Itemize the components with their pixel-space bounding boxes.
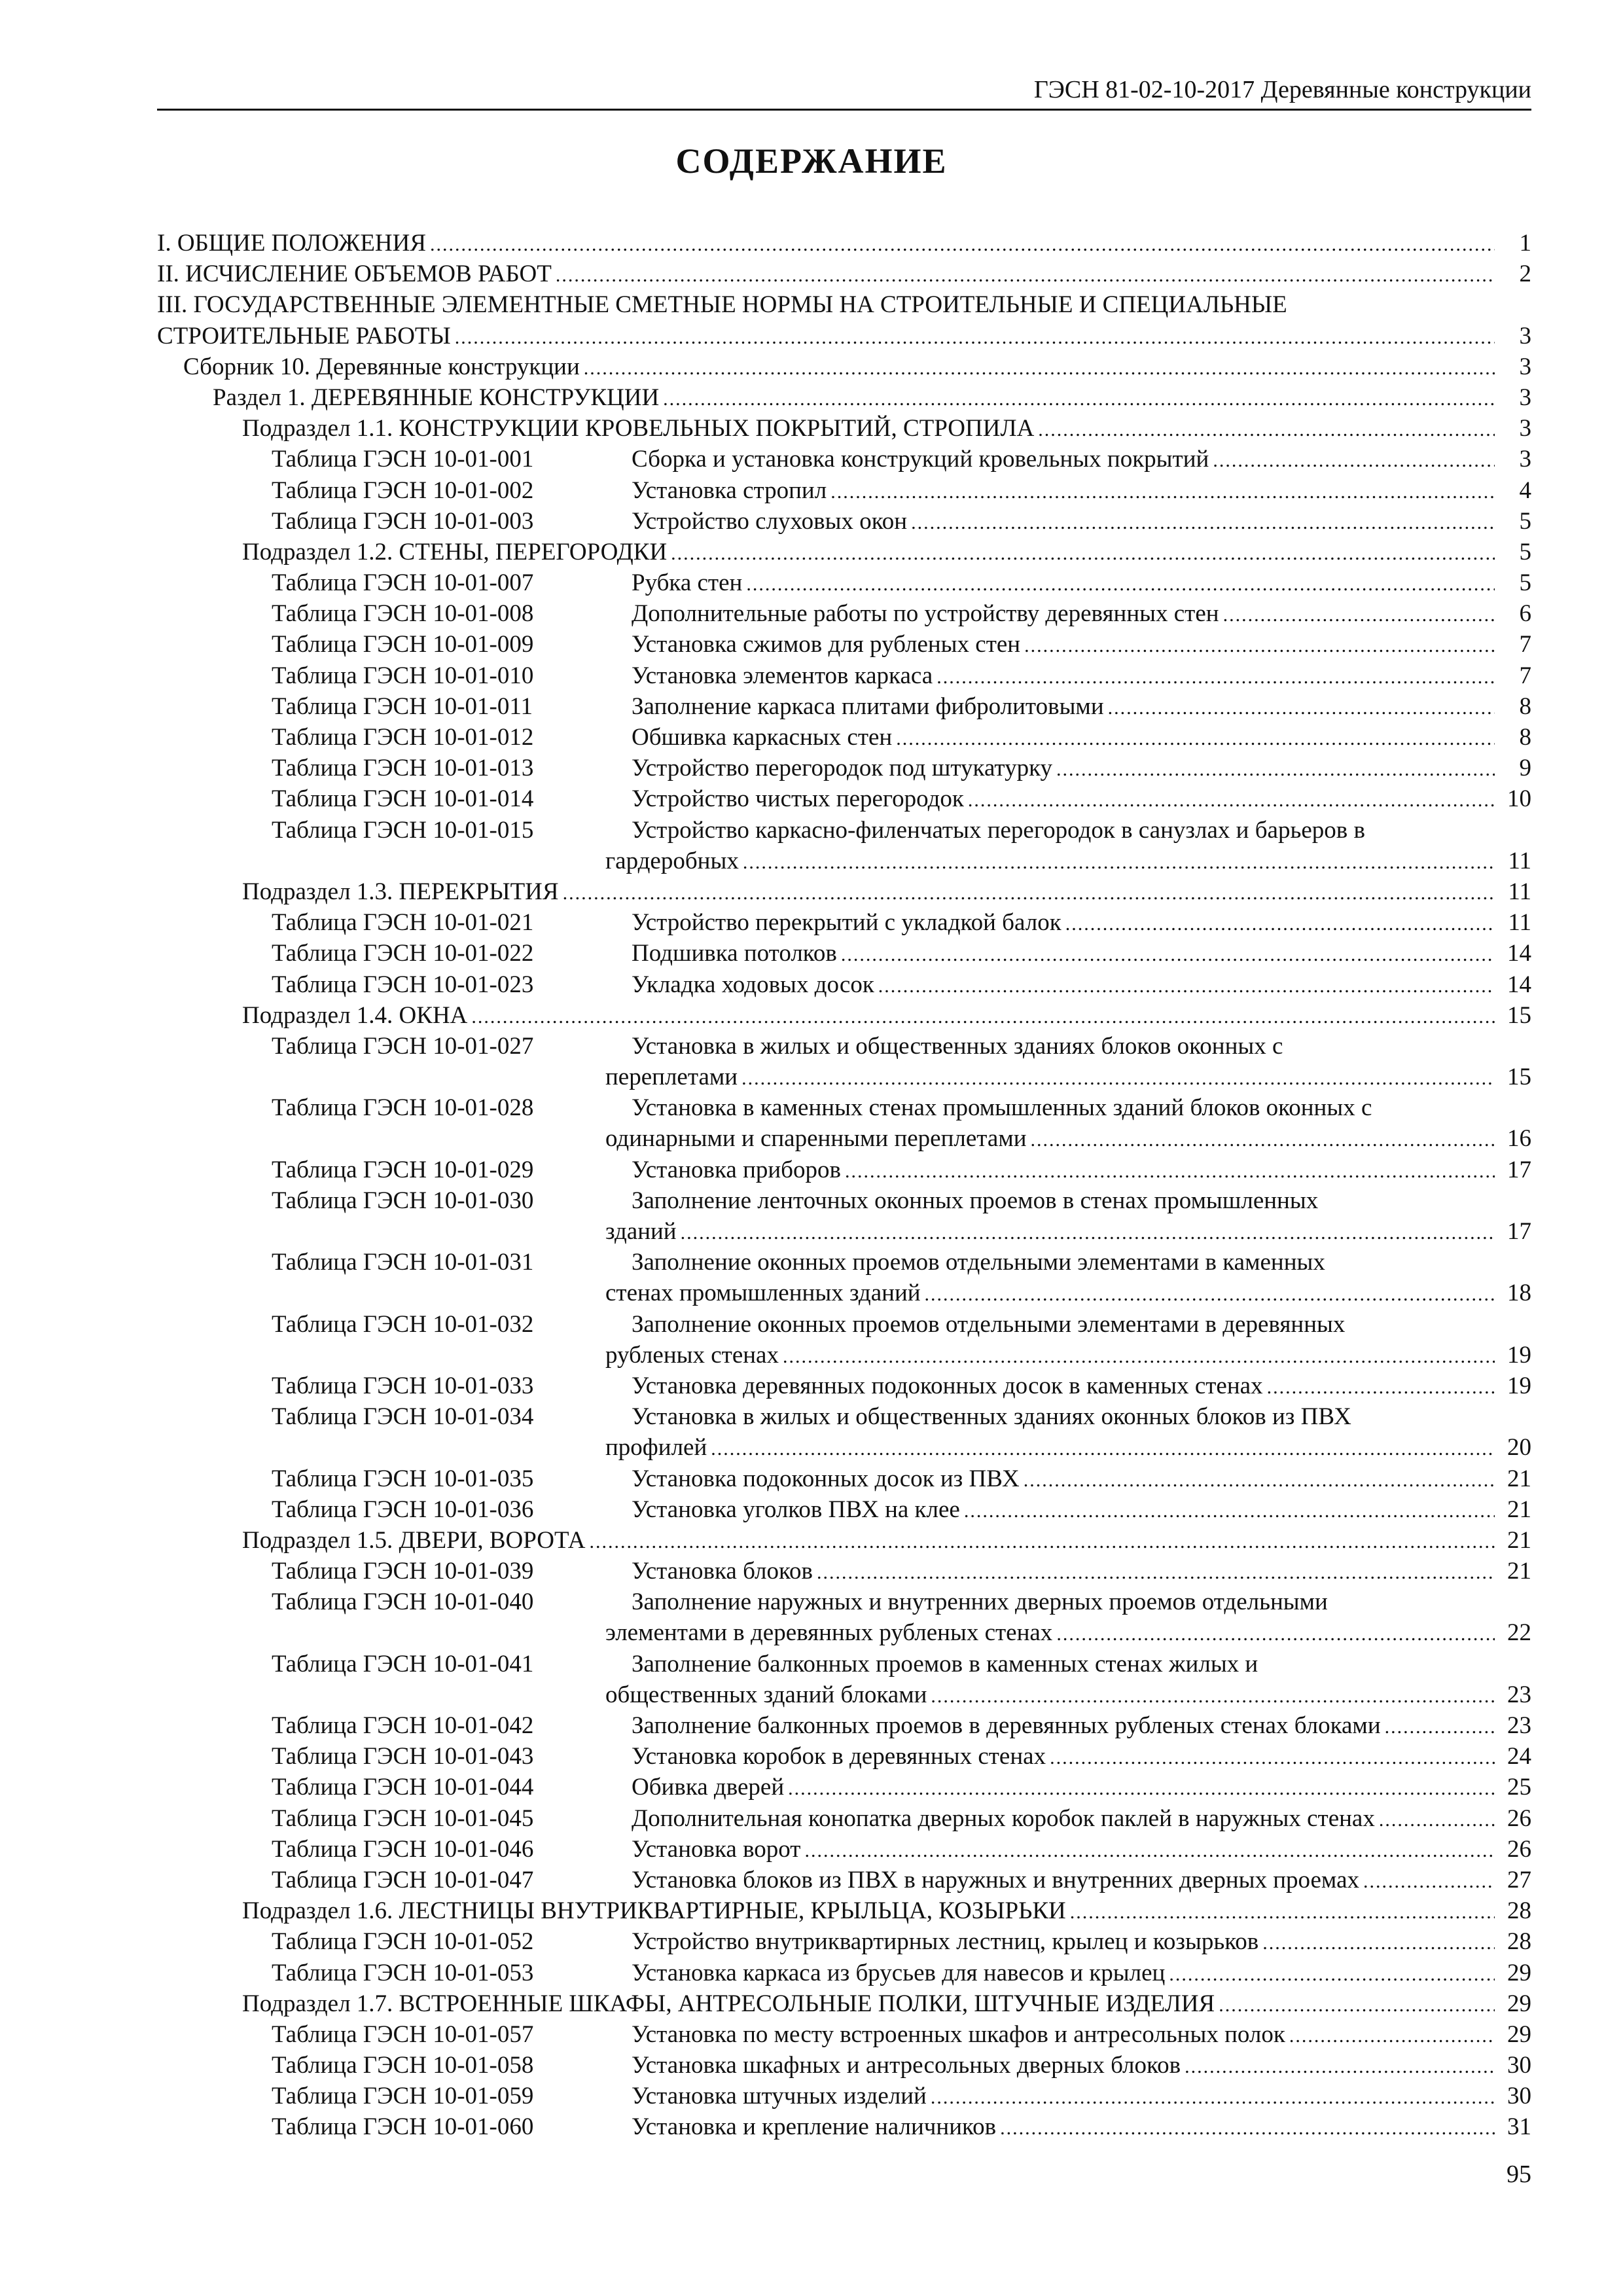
toc-entry-title: Установка приборов xyxy=(632,1156,841,1183)
toc-entry-title: Устройство перегородок под штукатурку xyxy=(632,755,1053,782)
toc-entry-title: Раздел 1. ДЕРЕВЯННЫЕ КОНСТРУКЦИИ xyxy=(213,384,660,411)
toc-entry-title: Обшивка каркасных стен xyxy=(632,724,893,751)
toc-entry[interactable] xyxy=(157,1155,1531,1185)
toc-entry[interactable] xyxy=(157,1092,1531,1123)
toc-entry[interactable] xyxy=(157,1371,1531,1401)
toc-entry-title: Укладка ходовых досок xyxy=(632,971,874,998)
toc-entry[interactable] xyxy=(157,1216,1531,1247)
toc-entry-title: Установка ворот xyxy=(632,1835,801,1863)
toc-dot-leader xyxy=(743,847,1495,876)
toc-entry-title: Заполнение оконных проемов отдельными элементами в деревянных xyxy=(632,1310,1346,1338)
toc-entry-code: Таблица ГЭСН 10-01-002 xyxy=(272,476,534,504)
toc-entry-title: Заполнение каркаса плитами фибролитовыми xyxy=(632,692,1104,720)
toc-dot-leader xyxy=(936,662,1495,691)
toc-entry[interactable] xyxy=(157,1834,1531,1865)
toc-dot-leader xyxy=(841,939,1495,969)
toc-entry-page-number: 19 xyxy=(1507,1372,1531,1399)
toc-entry-page-number: 27 xyxy=(1507,1866,1531,1893)
toc-entry-code: Таблица ГЭСН 10-01-011 xyxy=(272,692,533,720)
toc-entry-code: Таблица ГЭСН 10-01-042 xyxy=(272,1712,534,1739)
toc-dot-leader xyxy=(1363,1866,1495,1895)
toc-entry-code: Таблица ГЭСН 10-01-046 xyxy=(272,1835,534,1863)
toc-entry-page-number: 2 xyxy=(1519,260,1531,288)
toc-entry-title: Установка и крепление наличников xyxy=(632,2113,997,2141)
toc-entry-page-number: 28 xyxy=(1507,1928,1531,1956)
toc-entry[interactable] xyxy=(157,475,1531,506)
toc-entry-page-number: 18 xyxy=(1507,1280,1531,1307)
toc-entry-page-number: 28 xyxy=(1507,1897,1531,1925)
toc-entry-page-number: 11 xyxy=(1508,847,1531,874)
toc-entry-title: элементами в деревянных рубленых стенах xyxy=(605,1619,1053,1647)
toc-dot-leader xyxy=(1038,414,1495,444)
toc-entry[interactable] xyxy=(157,259,1531,289)
toc-entry[interactable] xyxy=(157,1803,1531,1834)
toc-entry-code: Таблица ГЭСН 10-01-023 xyxy=(272,971,534,998)
toc-dot-leader xyxy=(830,476,1495,506)
toc-entry-code: Таблица ГЭСН 10-01-034 xyxy=(272,1403,534,1431)
toc-entry[interactable] xyxy=(157,537,1531,567)
toc-entry[interactable] xyxy=(157,969,1531,1000)
toc-entry-title: Подраздел 1.7. ВСТРОЕННЫЕ ШКАФЫ, АНТРЕСОЛЬНЫЕ ПОЛКИ, ШТУЧНЫЕ ИЗДЕЛИЯ xyxy=(242,1990,1215,2017)
toc-entry-page-number: 3 xyxy=(1519,415,1531,442)
toc-entry[interactable] xyxy=(157,1278,1531,1308)
toc-entry-page-number: 16 xyxy=(1507,1125,1531,1153)
toc-entry-page-number: 26 xyxy=(1507,1804,1531,1832)
toc-entry-page-number: 15 xyxy=(1507,1064,1531,1091)
toc-dot-leader xyxy=(1185,2051,1495,2081)
toc-entry-title: Установка блоков xyxy=(632,1558,813,1585)
toc-dot-leader xyxy=(681,1217,1495,1247)
toc-dot-leader xyxy=(584,353,1495,382)
toc-entry-code: Таблица ГЭСН 10-01-043 xyxy=(272,1743,534,1770)
toc-entry-title: Подраздел 1.4. ОКНА xyxy=(242,1001,468,1029)
toc-entry-code: Таблица ГЭСН 10-01-012 xyxy=(272,724,534,751)
toc-dot-leader xyxy=(925,1279,1495,1308)
toc-entry-title: одинарными и спаренными переплетами xyxy=(605,1125,1027,1153)
toc-dot-leader xyxy=(931,1681,1495,1710)
toc-entry-code: Таблица ГЭСН 10-01-010 xyxy=(272,662,534,689)
toc-entry[interactable] xyxy=(157,1340,1531,1371)
toc-entry-page-number: 3 xyxy=(1519,384,1531,411)
toc-entry[interactable] xyxy=(157,846,1531,876)
toc-dot-leader xyxy=(1056,754,1495,783)
toc-entry-title: Устройство чистых перегородок xyxy=(632,785,964,813)
running-header: ГЭСН 81-02-10-2017 Деревянные конструкции xyxy=(1033,76,1531,103)
toc-dot-leader xyxy=(1024,1465,1495,1494)
toc-entry-title: Устройство внутриквартирных лестниц, крылец и козырьков xyxy=(632,1928,1259,1956)
toc-dot-leader xyxy=(817,1557,1495,1587)
toc-entry-code: Таблица ГЭСН 10-01-060 xyxy=(272,2113,534,2141)
toc-entry-title: Установка штучных изделий xyxy=(632,2083,927,2110)
toc-dot-leader xyxy=(968,785,1495,814)
toc-entry-title: Обивка дверей xyxy=(632,1774,785,1801)
toc-entry-title: Установка стропил xyxy=(632,476,827,504)
toc-entry-code: Таблица ГЭСН 10-01-052 xyxy=(272,1928,534,1956)
toc-dot-leader xyxy=(455,322,1495,351)
toc-entry[interactable] xyxy=(157,2111,1531,2142)
toc-entry-code: Таблица ГЭСН 10-01-053 xyxy=(272,1959,534,1986)
toc-entry-title: Подраздел 1.1. КОНСТРУКЦИИ КРОВЕЛЬНЫХ ПОКРЫТИЙ, СТРОПИЛА xyxy=(242,415,1035,442)
toc-entry-page-number: 23 xyxy=(1507,1712,1531,1739)
toc-dot-leader xyxy=(746,569,1495,598)
toc-dot-leader xyxy=(471,1001,1495,1031)
toc-entry-title: Дополнительная конопатка дверных коробок паклей в наружных стенах xyxy=(632,1804,1375,1832)
toc-entry-page-number: 5 xyxy=(1519,507,1531,535)
toc-entry-code: Таблица ГЭСН 10-01-035 xyxy=(272,1465,534,1492)
toc-entry-page-number: 26 xyxy=(1507,1835,1531,1863)
toc-entry-page-number: 31 xyxy=(1507,2113,1531,2141)
toc-entry-code: Таблица ГЭСН 10-01-003 xyxy=(272,507,534,535)
toc-entry[interactable] xyxy=(157,1556,1531,1587)
toc-dot-leader xyxy=(1223,600,1495,629)
toc-entry-title: Установка элементов каркаса xyxy=(632,662,933,689)
table-of-contents xyxy=(157,228,1531,2143)
toc-entry-code: Таблица ГЭСН 10-01-041 xyxy=(272,1650,534,1677)
toc-dot-leader xyxy=(896,723,1495,753)
toc-entry[interactable] xyxy=(157,1617,1531,1648)
toc-entry[interactable] xyxy=(157,1958,1531,1988)
toc-entry-code: Таблица ГЭСН 10-01-059 xyxy=(272,2083,534,2110)
toc-dot-leader xyxy=(1108,692,1495,722)
toc-entry-code: Таблица ГЭСН 10-01-013 xyxy=(272,755,534,782)
toc-entry[interactable] xyxy=(157,1309,1531,1340)
toc-entry-title: Заполнение наружных и внутренних дверных проемов отдельными xyxy=(632,1588,1328,1616)
toc-entry-page-number: 30 xyxy=(1507,2083,1531,2110)
toc-entry[interactable] xyxy=(157,1988,1531,2019)
toc-dot-leader xyxy=(911,507,1495,537)
toc-entry[interactable] xyxy=(157,1494,1531,1525)
toc-entry[interactable] xyxy=(157,1463,1531,1494)
toc-entry-code: Таблица ГЭСН 10-01-045 xyxy=(272,1804,534,1832)
toc-entry[interactable] xyxy=(157,2019,1531,2050)
toc-entry[interactable] xyxy=(157,1772,1531,1803)
toc-entry-page-number: 6 xyxy=(1519,600,1531,628)
toc-entry[interactable] xyxy=(157,1710,1531,1741)
toc-entry[interactable] xyxy=(157,444,1531,475)
toc-entry-title: III. ГОСУДАРСТВЕННЫЕ ЭЛЕМЕНТНЫЕ СМЕТНЫЕ НОРМЫ НА СТРОИТЕЛЬНЫЕ И СПЕЦИАЛЬНЫЕ xyxy=(157,291,1287,319)
toc-entry-title: Установка коробок в деревянных стенах xyxy=(632,1743,1046,1770)
toc-entry-page-number: 21 xyxy=(1507,1558,1531,1585)
toc-entry-page-number: 24 xyxy=(1507,1743,1531,1770)
toc-entry[interactable] xyxy=(157,567,1531,598)
toc-entry[interactable] xyxy=(157,1185,1531,1216)
toc-entry-page-number: 29 xyxy=(1507,1959,1531,1986)
toc-entry-title: Заполнение балконных проемов в деревянных рубленых стенах блоками xyxy=(632,1712,1381,1739)
toc-dot-leader xyxy=(430,229,1495,259)
toc-dot-leader xyxy=(1379,1804,1495,1834)
toc-entry-code: Таблица ГЭСН 10-01-027 xyxy=(272,1032,534,1060)
toc-dot-leader xyxy=(783,1341,1495,1371)
toc-entry-title: стенах промышленных зданий xyxy=(605,1280,921,1307)
toc-dot-leader xyxy=(711,1433,1495,1463)
toc-entry[interactable] xyxy=(157,1926,1531,1957)
toc-entry-title: Установка каркаса из брусьев для навесов и крылец xyxy=(632,1959,1166,1986)
toc-entry-title: I. ОБЩИЕ ПОЛОЖЕНИЯ xyxy=(157,230,427,257)
toc-entry-code: Таблица ГЭСН 10-01-057 xyxy=(272,2020,534,2048)
toc-entry[interactable] xyxy=(157,1895,1531,1926)
toc-entry[interactable] xyxy=(157,382,1531,413)
toc-entry[interactable] xyxy=(157,1679,1531,1710)
toc-entry[interactable] xyxy=(157,1062,1531,1092)
toc-entry-page-number: 11 xyxy=(1508,878,1531,905)
toc-entry[interactable] xyxy=(157,1247,1531,1278)
toc-entry-title: Установка уголков ПВХ на клее xyxy=(632,1496,960,1523)
toc-entry-page-number: 17 xyxy=(1507,1218,1531,1245)
toc-entry-title: Установка в жилых и общественных зданиях блоков оконных с xyxy=(632,1032,1283,1060)
toc-entry-page-number: 4 xyxy=(1519,476,1531,504)
toc-dot-leader xyxy=(804,1835,1495,1865)
toc-entry[interactable] xyxy=(157,1525,1531,1556)
page-title: СОДЕРЖАНИЕ xyxy=(675,141,948,181)
toc-entry-title: Установка подоконных досок из ПВХ xyxy=(632,1465,1020,1492)
toc-entry-page-number: 29 xyxy=(1507,1990,1531,2017)
toc-entry[interactable] xyxy=(157,1031,1531,1062)
toc-entry-title: Установка в жилых и общественных зданиях оконных блоков из ПВХ xyxy=(632,1403,1351,1431)
toc-entry[interactable] xyxy=(157,815,1531,846)
toc-entry-title: Сборник 10. Деревянные конструкции xyxy=(183,353,580,380)
toc-entry-page-number: 19 xyxy=(1507,1341,1531,1369)
toc-entry-title: зданий xyxy=(605,1218,677,1245)
toc-dot-leader xyxy=(1385,1712,1495,1741)
toc-entry-title: Подшивка потолков xyxy=(632,940,837,967)
toc-entry-title: Установка блоков из ПВХ в наружных и внутренних дверных проемах xyxy=(632,1866,1360,1893)
toc-dot-leader xyxy=(590,1526,1495,1556)
toc-entry[interactable] xyxy=(157,506,1531,537)
toc-entry-code: Таблица ГЭСН 10-01-058 xyxy=(272,2052,534,2079)
toc-entry-code: Таблица ГЭСН 10-01-015 xyxy=(272,816,534,844)
toc-entry-page-number: 7 xyxy=(1519,662,1531,689)
toc-entry-page-number: 14 xyxy=(1507,971,1531,998)
toc-entry-code: Таблица ГЭСН 10-01-028 xyxy=(272,1094,534,1122)
toc-entry-title: гардеробных xyxy=(605,847,739,874)
toc-entry-code: Таблица ГЭСН 10-01-009 xyxy=(272,631,534,658)
toc-entry-page-number: 10 xyxy=(1507,785,1531,813)
toc-entry-page-number: 3 xyxy=(1519,353,1531,380)
toc-entry-code: Таблица ГЭСН 10-01-036 xyxy=(272,1496,534,1523)
toc-entry-page-number: 21 xyxy=(1507,1465,1531,1492)
toc-dot-leader xyxy=(663,384,1495,413)
toc-dot-leader xyxy=(1031,1124,1495,1154)
toc-entry-code: Таблица ГЭСН 10-01-008 xyxy=(272,600,534,628)
toc-entry-code: Таблица ГЭСН 10-01-033 xyxy=(272,1372,534,1399)
toc-entry[interactable] xyxy=(157,783,1531,814)
toc-dot-leader xyxy=(845,1156,1495,1185)
toc-entry[interactable] xyxy=(157,1000,1531,1031)
toc-entry[interactable] xyxy=(157,660,1531,691)
toc-entry[interactable] xyxy=(157,598,1531,629)
toc-entry-title: Дополнительные работы по устройству деревянных стен xyxy=(632,600,1219,628)
toc-entry-page-number: 14 xyxy=(1507,940,1531,967)
toc-entry-title: Заполнение ленточных оконных проемов в стенах промышленных xyxy=(632,1187,1319,1214)
toc-entry[interactable] xyxy=(157,321,1531,351)
toc-entry-page-number: 5 xyxy=(1519,538,1531,565)
toc-dot-leader xyxy=(1213,445,1495,475)
toc-entry-title: Заполнение балконных проемов в каменных стенах жилых и xyxy=(632,1650,1258,1677)
toc-entry-title: Устройство слуховых окон xyxy=(632,507,908,535)
toc-entry-title: Установка сжимов для рубленых стен xyxy=(632,631,1021,658)
toc-dot-leader xyxy=(1050,1742,1495,1772)
toc-entry-title: Устройство каркасно-филенчатых перегородок в санузлах и барьеров в xyxy=(632,816,1365,844)
toc-dot-leader xyxy=(556,260,1495,289)
toc-entry-title: Установка деревянных подоконных досок в каменных стенах xyxy=(632,1372,1263,1399)
toc-entry[interactable] xyxy=(157,1123,1531,1154)
toc-entry-code: Таблица ГЭСН 10-01-032 xyxy=(272,1310,534,1338)
toc-entry[interactable] xyxy=(157,753,1531,783)
toc-entry-title: Заполнение оконных проемов отдельными элементами в каменных xyxy=(632,1249,1325,1276)
toc-entry-code: Таблица ГЭСН 10-01-001 xyxy=(272,446,534,473)
toc-dot-leader xyxy=(1262,1928,1495,1957)
toc-entry-page-number: 21 xyxy=(1507,1526,1531,1554)
toc-entry[interactable] xyxy=(157,876,1531,907)
toc-entry-code: Таблица ГЭСН 10-01-031 xyxy=(272,1249,534,1276)
toc-entry-title: Подраздел 1.2. СТЕНЫ, ПЕРЕГОРОДКИ xyxy=(242,538,668,565)
toc-entry-title: рубленых стенах xyxy=(605,1341,779,1369)
toc-entry-title: СТРОИТЕЛЬНЫЕ РАБОТЫ xyxy=(157,322,451,350)
toc-dot-leader xyxy=(563,878,1495,907)
toc-entry-code: Таблица ГЭСН 10-01-040 xyxy=(272,1588,534,1616)
toc-entry[interactable] xyxy=(157,1587,1531,1617)
toc-entry-title: профилей xyxy=(605,1434,707,1462)
toc-entry[interactable] xyxy=(157,629,1531,660)
toc-entry[interactable] xyxy=(157,351,1531,382)
toc-dot-leader xyxy=(1267,1372,1495,1401)
toc-entry-code: Таблица ГЭСН 10-01-047 xyxy=(272,1866,534,1893)
toc-entry[interactable] xyxy=(157,228,1531,259)
toc-entry-code: Таблица ГЭСН 10-01-022 xyxy=(272,940,534,967)
toc-dot-leader xyxy=(788,1773,1495,1803)
toc-dot-leader xyxy=(964,1496,1495,1525)
toc-entry[interactable] xyxy=(157,1401,1531,1432)
toc-entry[interactable] xyxy=(157,1432,1531,1463)
toc-dot-leader xyxy=(1056,1619,1495,1648)
toc-entry-page-number: 30 xyxy=(1507,2052,1531,2079)
toc-entry[interactable] xyxy=(157,691,1531,722)
toc-entry-page-number: 17 xyxy=(1507,1156,1531,1183)
toc-entry-page-number: 25 xyxy=(1507,1774,1531,1801)
toc-entry-page-number: 22 xyxy=(1507,1619,1531,1647)
toc-entry[interactable] xyxy=(157,907,1531,938)
toc-dot-leader xyxy=(1169,1959,1495,1988)
toc-dot-leader xyxy=(1070,1897,1495,1926)
toc-entry-title: Установка по месту встроенных шкафов и антресольных полок xyxy=(632,2020,1285,2048)
toc-entry-page-number: 7 xyxy=(1519,631,1531,658)
toc-entry-title: Установка шкафных и антресольных дверных блоков xyxy=(632,2052,1181,2079)
toc-entry-title: общественных зданий блоками xyxy=(605,1681,927,1708)
toc-dot-leader xyxy=(878,971,1495,1000)
toc-dot-leader xyxy=(1289,2020,1495,2050)
toc-entry-page-number: 20 xyxy=(1507,1434,1531,1462)
toc-entry-page-number: 3 xyxy=(1519,322,1531,350)
toc-entry-code: Таблица ГЭСН 10-01-014 xyxy=(272,785,534,813)
toc-entry-code: Таблица ГЭСН 10-01-030 xyxy=(272,1187,534,1214)
toc-entry-title: Установка в каменных стенах промышленных зданий блоков оконных с xyxy=(632,1094,1372,1122)
toc-entry[interactable] xyxy=(157,2050,1531,2081)
page-number: 95 xyxy=(1507,2161,1531,2188)
toc-entry-page-number: 21 xyxy=(1507,1496,1531,1523)
toc-dot-leader xyxy=(1065,908,1495,938)
toc-entry-title: Сборка и установка конструкций кровельных покрытий xyxy=(632,446,1209,473)
toc-entry-page-number: 29 xyxy=(1507,2020,1531,2048)
toc-entry[interactable] xyxy=(157,1649,1531,1679)
toc-dot-leader xyxy=(1024,630,1495,660)
toc-entry-page-number: 8 xyxy=(1519,692,1531,720)
toc-dot-leader xyxy=(1000,2113,1495,2142)
toc-entry-page-number: 1 xyxy=(1519,230,1531,257)
toc-entry-page-number: 11 xyxy=(1508,909,1531,937)
toc-entry-page-number: 3 xyxy=(1519,446,1531,473)
toc-entry-code: Таблица ГЭСН 10-01-021 xyxy=(272,909,534,937)
toc-entry-title: Подраздел 1.6. ЛЕСТНИЦЫ ВНУТРИКВАРТИРНЫЕ, КРЫЛЬЦА, КОЗЫРЬКИ xyxy=(242,1897,1066,1925)
toc-entry[interactable] xyxy=(157,289,1531,320)
toc-entry[interactable] xyxy=(157,413,1531,444)
toc-entry-page-number: 8 xyxy=(1519,724,1531,751)
toc-entry-title: II. ИСЧИСЛЕНИЕ ОБЪЕМОВ РАБОТ xyxy=(157,260,552,288)
toc-entry-page-number: 23 xyxy=(1507,1681,1531,1708)
toc-entry-title: Рубка стен xyxy=(632,569,743,597)
toc-entry-title: переплетами xyxy=(605,1064,738,1091)
toc-entry-code: Таблица ГЭСН 10-01-039 xyxy=(272,1558,534,1585)
toc-entry-title: Подраздел 1.5. ДВЕРИ, ВОРОТА xyxy=(242,1526,586,1554)
toc-entry-title: Подраздел 1.3. ПЕРЕКРЫТИЯ xyxy=(242,878,559,905)
toc-entry-page-number: 5 xyxy=(1519,569,1531,597)
toc-entry[interactable] xyxy=(157,1865,1531,1895)
toc-dot-leader xyxy=(741,1063,1495,1092)
toc-dot-leader xyxy=(931,2082,1495,2111)
toc-entry[interactable] xyxy=(157,2081,1531,2111)
toc-entry[interactable] xyxy=(157,722,1531,753)
toc-dot-leader xyxy=(671,538,1495,567)
toc-entry-code: Таблица ГЭСН 10-01-007 xyxy=(272,569,534,597)
toc-entry[interactable] xyxy=(157,938,1531,969)
toc-entry-page-number: 9 xyxy=(1519,755,1531,782)
toc-entry[interactable] xyxy=(157,1741,1531,1772)
header-rule xyxy=(157,109,1531,111)
toc-dot-leader xyxy=(1219,1990,1495,2019)
toc-entry-code: Таблица ГЭСН 10-01-029 xyxy=(272,1156,534,1183)
toc-entry-title: Устройство перекрытий с укладкой балок xyxy=(632,909,1061,937)
toc-entry-code: Таблица ГЭСН 10-01-044 xyxy=(272,1774,534,1801)
toc-entry-page-number: 15 xyxy=(1507,1001,1531,1029)
